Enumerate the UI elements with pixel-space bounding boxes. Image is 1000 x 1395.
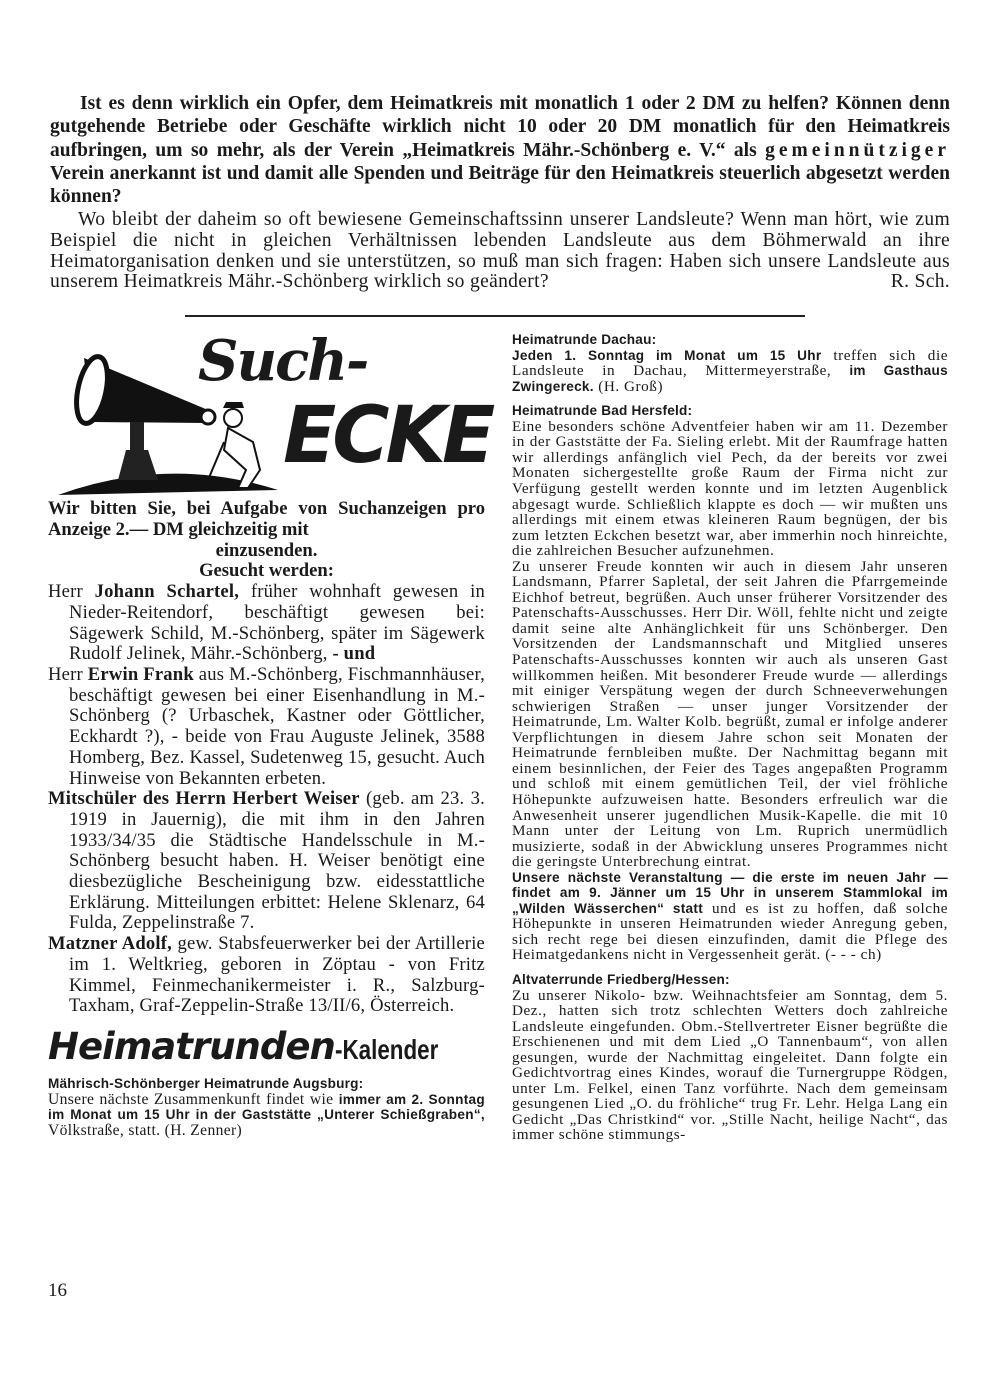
hersfeld-heading: Heimatrunde Bad Hersfeld: bbox=[512, 403, 693, 419]
question-paragraph bbox=[50, 210, 950, 292]
text-segment: Unsere nächste Zusammenkunft findet wie bbox=[48, 1090, 339, 1108]
kalender-title-rest: -Kalender bbox=[334, 1033, 439, 1065]
bold-text-segment: Verein anerkannt ist und damit alle Spenden und Beiträge für den Heimatkreis steuerlich abgesetzt werden können? bbox=[50, 162, 950, 208]
text-segment: Herr bbox=[48, 581, 95, 603]
bold-text-segment: im Gasthaus Zwingereck. bbox=[512, 363, 949, 394]
kalender-title bbox=[48, 1024, 485, 1070]
bold-text-segment: - und bbox=[332, 643, 376, 665]
logo-ecke-text: ECKE bbox=[283, 391, 492, 481]
dachau-heading: Heimatrunde Dachau: bbox=[512, 332, 657, 347]
search-entry bbox=[48, 934, 485, 1017]
text-segment: Zu unserer Nikolo- bzw. Weihnachtsfeier am Sonntag, dem 5. Dez., hatten sich trotz schlechten Wetters doch zahlreiche Landsleute eingefunden. Obm.-Stellvertreter Eisner begrüßte die Erschienenen und mit dem Lied „O Tannenbaum“, von allen gesungen, wurde der Nachmittag eingeleitet. Dann folgte ein Gedichtvortrag eines Kindes, worauf die Turnergruppe Rödgen, unter Lm. Felkel, einen Tanz vorführte. Nach dem gemeinsam gesungenen Lied „O. du fröhliche“ trug Fr. Lehr. Helga Lang ein Gedicht „Das Christkind“ vor. „Stille Nacht, heilige Nacht“, das immer schöne stimmungs- bbox=[512, 986, 948, 1144]
text-segment: Herr bbox=[48, 664, 88, 685]
text-segment: Eine besonders schöne Adventfeier haben wir am 11. Dezember in der Gaststätte der Fa. Sieling erlebt. Mit der Raumfrage hatten wir allerdings anfänglich viel Pech, da der bereits vor zwei Monaten sichergestellte große Raum der Firma nicht zur Verfügung gestellt werden konnte und im letzten Augenblick abgesagt wurde. Schließlich klappte es doch — wir mußten uns allerdings mit einem etwas kleineren Raum begnügen, der bis zum letzten Eckchen besetzt war, aber immerhin noch hinreichte, die zahlreichen Besucher aufzunehmen. bbox=[512, 417, 948, 560]
logo-such-text: Such- bbox=[198, 328, 368, 394]
text-segment: Zu unserer Freude konnten wir auch in diesem Jahr unseren Landsmann, Pfarrer Sapletal, der seit Jahren die Pfarrgemeinde Eichhof betreut, begrüßen. Auch unser früherer Vorsitzender des Patenschafts-Ausschusses. Herr Dir. Wöll, fehlte nicht und zeigte damit seine alte Anhänglichkeit für uns Schönberger. Den Vorsitzenden der Landsmannschaft und Mitglied unseres Patenschafts-Ausschusses konnten wir auch als unseren Gast willkommen heißen. Mit besonderer Freude wurde — allerdings mit einiger Verspätung wegen der durch Schneeverwehungen schwierigen Straßen — unser junger Vorsitzender der Heimatrunde, Lm. Walter Kolb. begrüßt, zumal er infolge anderer Verpflichtungen in diesem Jahre schon seit Monaten der Heimatrunde fernbleiben mußte. Der Nachmittag begann mit einem besinnlichen, der Feier des Tages angepaßten Programm und schloß mit einem gemütlichen Teil, der viel fröhliche Höhepunkte aufzuweisen hatte. Besonders erfreulich war die Anwesenheit unserer jugendlichen Musik-Kapelle. die mit 10 Mann unter der Leitung von Lm. Ruprich unermüdlich musizierte, sodaß in der Abwicklung unseres Programmes nicht die geringste Unterbrechung eintrat. bbox=[512, 557, 948, 871]
hersfeld-paragraph bbox=[512, 559, 948, 870]
bold-text-segment: immer am 2. Sonntag im Monat um 15 Uhr in der Gaststätte „Unterer Schießgraben“, bbox=[48, 1091, 485, 1123]
such-ecke-logo bbox=[48, 328, 492, 495]
augsburg-entry bbox=[48, 1076, 485, 1138]
text-segment: und es ist zu hoffen, daß solche Höhepunkte in unseren Heimatrunden wieder Anregung geben, sich recht rege bei diesen einzufinden, damit die Pflege des Heimatgedankens nicht in Vergessenheit gerät. (- - - ch) bbox=[512, 899, 949, 964]
friedberg-text bbox=[512, 988, 948, 1143]
text-segment: treffen sich die Landsleute in Dachau, Mittermeyerstraße, bbox=[512, 346, 948, 380]
left-column bbox=[48, 328, 492, 1139]
text-segment: aus M.-Schönberg, Fischmannhäuser, beschäftigt gewesen bei einer Eisenhandlung in M.-Schönberg (? Urbaschek, Kastner oder Göttlicher, Eckhardt ?), - beide von Frau Auguste Jelinek, 3588 Homberg, Bez. Kassel, Sudetenweg 15, gesucht. Auch Hinweise von Bekannten erbeten. bbox=[69, 664, 486, 789]
friedberg-heading: Altvaterrunde Friedberg/Hessen: bbox=[512, 971, 730, 987]
bold-text-segment: Mitschüler des Herrn Herbert Weiser bbox=[48, 788, 360, 810]
hersfeld-paragraph bbox=[512, 419, 948, 559]
fee-notice-end: einzusenden. bbox=[215, 539, 318, 561]
bold-text-segment: Unsere nächste Veranstaltung — die erste im neuen Jahr — findet am 9. Jänner um 15 Uhr in unserem Stammlokal im „Wilden Wässerchen“ statt bbox=[512, 869, 948, 916]
right-column bbox=[512, 332, 948, 1143]
kalender-title-script: Heimatrunden bbox=[48, 1024, 335, 1068]
bold-text-segment: Johann Schartel, bbox=[94, 581, 240, 603]
text-segment: Völkstraße, statt. (H. Zenner) bbox=[48, 1121, 243, 1139]
search-entry bbox=[48, 665, 485, 789]
appeal-paragraph bbox=[50, 92, 950, 208]
text-segment: (geb. am 23. 3. 1919 in Jauernig), die mit ihm in den Jahren 1933/34/35 die Städtische Handelsschule in M.-Schönberg besucht haben. H. Weiser benötigt eine diesbezügliche Bescheinigung bzw. eidesstattliche Erklärung. Mitteilungen erbittet: Helene Sklenarz, 64 Fulda, Zeppelinstraße 7. bbox=[69, 788, 485, 934]
fee-notice: Wir bitten Sie, bei Aufgabe von Suchanzeigen pro Anzeige 2.— DM gleichzeitig mit bbox=[48, 498, 485, 540]
text-segment: gew. Stabsfeuerwerker bei der Artillerie im 1. Weltkrieg, geboren in Zöptau - von Fritz Kimmel, Feinmechanikermeister i. R., Salzburg-Taxham, Graf-Zeppelin-Straße 13/II/6, Österreich. bbox=[69, 933, 486, 1017]
dachau-text bbox=[512, 348, 948, 395]
hersfeld-paragraph bbox=[512, 870, 948, 963]
text-segment: Wo bleibt der daheim so oft bewiesene Gemeinschaftssinn unserer Landsleute? Wenn man hört, wie zum Beispiel die nicht in gleichen Verhältnissen lebenden Landsleute aus dem Böhmerwald an ihre Heimatorganisation denken und sie unterstützen, so muß man sich fragen: Haben sich unsere Landsleute aus unserem Heimatkreis Mähr.-Schönberg wirklich so geändert? bbox=[50, 209, 950, 293]
augsburg-text bbox=[48, 1092, 485, 1139]
intro-article bbox=[50, 92, 950, 293]
text-segment: früher wohnhaft gewesen in Nieder-Reitendorf, beschäftigt gewesen bei: Sägewerk Schild, M.-Schönberg, später im Sägewerk Rudolf Jelinek, Mähr.-Schönberg, bbox=[69, 581, 485, 665]
search-entry bbox=[48, 789, 485, 934]
augsburg-heading: Mährisch-Schönberger Heimatrunde Augsburg: bbox=[48, 1075, 364, 1091]
question-text bbox=[50, 209, 950, 292]
page-number: 16 bbox=[48, 1280, 67, 1301]
text-segment: (H. Groß) bbox=[593, 377, 664, 395]
section-divider bbox=[185, 315, 805, 317]
bold-text-segment: gemeinnütziger bbox=[765, 139, 950, 161]
bold-text-segment: Erwin Frank bbox=[87, 664, 194, 685]
wanted-heading: Gesucht werden: bbox=[199, 560, 334, 582]
bold-text-segment: Jeden 1. Sonntag im Monat um 15 Uhr bbox=[512, 347, 822, 363]
signature: R. Sch. bbox=[890, 271, 950, 293]
search-entry bbox=[48, 582, 485, 665]
bold-text-segment: Ist es denn wirklich ein Opfer, dem Heimatkreis mit monatlich 1 oder 2 DM zu helfen? Können denn gutgehende Betriebe oder Geschäfte wirklich nicht 10 oder 20 DM monatlich für den Heimatkreis aufbringen, um so mehr, als der Verein „Heimatkreis Mähr.-Schönberg e. V.“ als bbox=[50, 93, 950, 161]
bold-text-segment: Matzner Adolf, bbox=[48, 933, 172, 955]
